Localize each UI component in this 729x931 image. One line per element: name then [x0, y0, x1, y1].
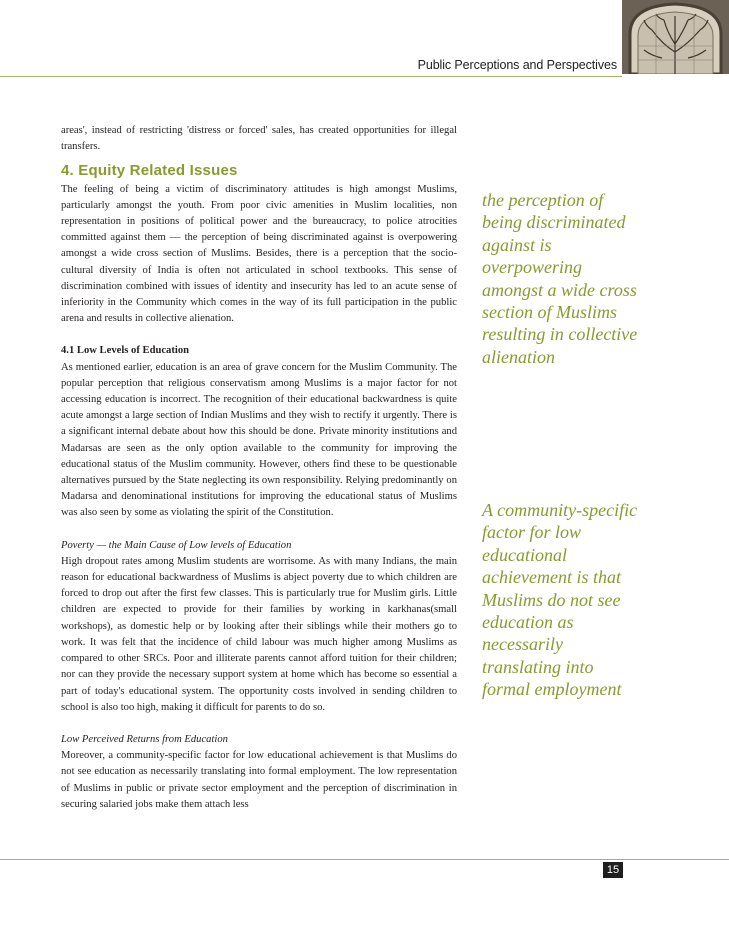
intro-paragraph: areas', instead of restricting 'distress or forced' sales, has created opportunities for illegal transfers.: [61, 125, 457, 153]
subsection-heading-education: 4.1 Low Levels of Education: [61, 345, 190, 357]
running-header: Public Perceptions and Perspectives: [417, 58, 617, 72]
equity-paragraph: The feeling of being a victim of discriminatory attitudes is high amongst Muslims, particularly amongst the youth. From poor civic amenities in Muslim localities, non representation in positions of political power and the bureaucracy, to police atrocities committed against them — the perception of being discriminated against is overpowering amongst a wide cross section of Muslims. Besides, there is a perception that the socio-cultural diversity of India is often not articulated in school textbooks. This sense of discrimination combined with issues of identity and insecurity has led to an acute sense of inferiority in the Community which comes in the way of its full participation in the public arena and results in collective alienation.: [61, 183, 457, 325]
tree-lattice-window-icon: [622, 0, 729, 74]
page-number: 15: [603, 862, 623, 878]
returns-paragraph: Moreover, a community-specific factor for low educational achievement is that Muslims do not see education as necessarily translating into formal employment. The low representation of Muslims in public or private sector employment and the perception of discrimination in securing salaried jobs make them attach less: [61, 750, 457, 810]
footer-rule: [0, 859, 729, 860]
pull-quote-education: A community-specific factor for low educational achievement is that Muslims do not see education as necessarily translating into formal employment: [482, 500, 638, 700]
main-text-column: [61, 123, 457, 813]
header-rule: [0, 76, 622, 77]
poverty-paragraph: High dropout rates among Muslim students are worrisome. As with many Indians, the main reason for educational backwardness of Muslims is abject poverty due to which children are forced to drop out after the first few classes. This is particularly true for Muslim girls. Little children are expected to provide for their families by working in karkhanas(small workshops), as domestic help or by looking after their siblings while their mothers go to work. It was felt that the incidence of child labour was much higher among Muslims as compared to other SRCs. Poor and illiterate parents cannot afford tuition for their children; nor can they provide the necessary support system at home which has become so essential a part of today's educational system. The opportunity costs involved in sending children to school is also too high, making it difficult for parents to do so.: [61, 555, 457, 713]
section-heading: 4. Equity Related Issues: [61, 162, 238, 180]
subsection-heading-returns: Low Perceived Returns from Education: [61, 733, 228, 745]
pull-quote-discrimination: the perception of being discriminated against is overpowering amongst a wide cross section of Muslims resulting in collective alienation: [482, 190, 638, 367]
education-paragraph: As mentioned earlier, education is an area of grave concern for the Muslim Community. The popular perception that religious conservatism among Muslims is a major factor for not accessing education is incorrect. The recognition of their educational backwardness is quite acute amongst a large section of Indian Muslims and they wish to rectify it urgently. There is a significant internal debate about how this should be done. Private minority institutions and Madarsas are seen as the only option available to the community for improving the educational status of the Muslim community. However, others find these to be questionable alternatives pursued by the State neglecting its own responsibility. Relying predominantly on Madarsa and denominational institutions for improving the educational status of Muslims was also seen by some as violating the spirit of the Constitution.: [61, 361, 457, 519]
subsection-heading-poverty: Poverty — the Main Cause of Low levels of Education: [61, 539, 292, 551]
